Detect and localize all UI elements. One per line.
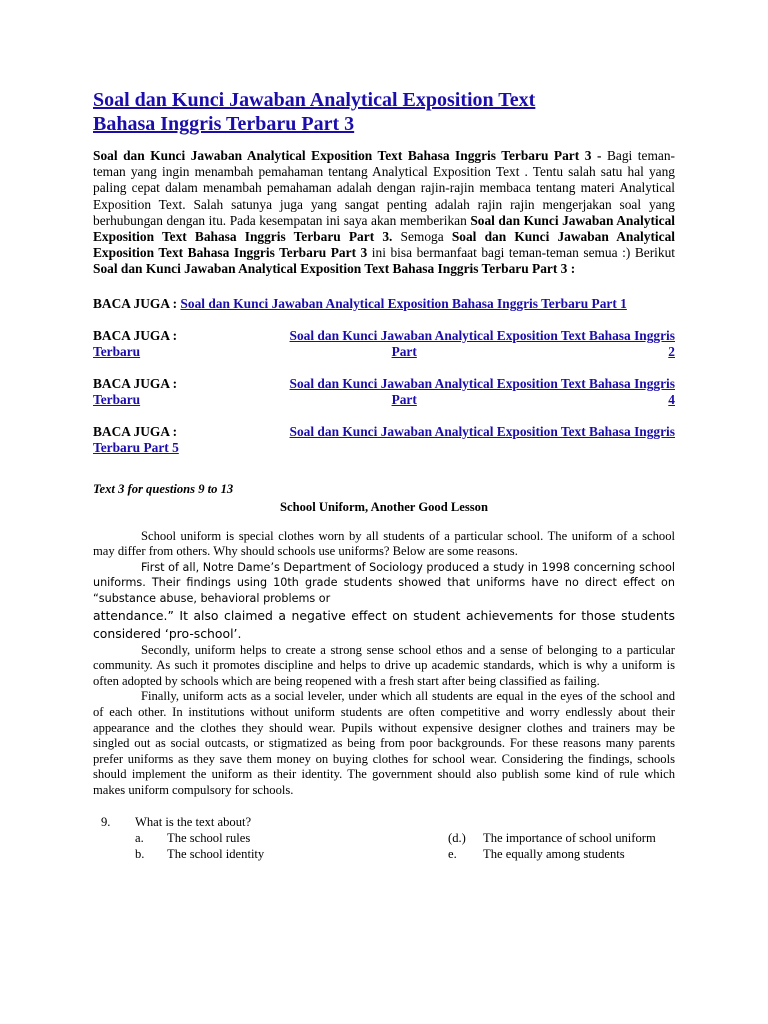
baca-juga-label: BACA JUGA : (93, 295, 181, 311)
paragraph-4: Finally, uniform acts as a social leveler, under which all students are equal in the eyes of the school and of each other. In institutions without uniform students are often competitive and worry endlessly about their appearance and the clothes they should wear. Pupils without expensive designer clothes and trainers may be singled out as social outcasts, or stigmatized as being from poor backgrounds. For these reasons many parents prefer uniforms as they save them money on buying clothes for school wear. Considering the findings, schools should implement the uniform as their identity. The government should also publish some kind of rule which makes uniform compulsory for schools. (93, 689, 675, 797)
option-a-text[interactable]: The school rules (167, 830, 251, 845)
baca-juga-3-row-1 (93, 376, 675, 392)
title-line-2[interactable]: Bahasa Inggris Terbaru Part 3 (93, 113, 355, 135)
baca-juga-link-part-4-cont[interactable]: 4 (668, 391, 675, 407)
baca-juga-link-part-5-cont[interactable]: Terbaru Part 5 (93, 439, 179, 455)
option-a-key: a. (135, 830, 144, 845)
intro-text-1: Bagi teman-teman yang ingin menambah pemahaman tentang Analytical Exposition Text . Tentu salah satu hal yang paling cepat dalam menambah pemahaman adalah dengan rajin-rajin membaca tentang materi Analytical Exposition Text. Salah satunya juga yang sangat penting adalah rajin rajin mengerjakan soal yang berhubungan dengan itu. Pada kesempatan ini saya akan memberikan (93, 148, 675, 228)
intro-text-3: ini bisa bermanfaat bagi teman-teman semua :) Berikut (367, 245, 675, 261)
paragraph-2-cont (93, 607, 675, 643)
baca-juga-label: BACA JUGA : (93, 423, 178, 439)
option-b-key: b. (135, 846, 145, 861)
baca-juga-link-part-2[interactable]: Soal dan Kunci Jawaban Analytical Exposition Text Bahasa Inggris (289, 327, 675, 343)
baca-juga-2-row-2 (93, 344, 675, 360)
option-b-text[interactable]: The school identity (167, 846, 265, 861)
option-d-text[interactable]: The importance of school uniform (483, 830, 656, 845)
paragraph-1: School uniform is special clothes worn by all students of a particular school. The uniform of a school may differ from others. Why should schools use uniforms? Below are some reasons. (93, 528, 675, 559)
option-d-key: (d.) (448, 830, 466, 845)
baca-juga-4 (93, 424, 675, 456)
intro-paragraph (93, 148, 675, 278)
paragraph-2 (93, 560, 675, 607)
baca-juga-link-part-4-cont[interactable]: Part (391, 391, 417, 407)
baca-juga-link-part-2-cont[interactable]: 2 (668, 343, 675, 359)
baca-juga-link-part-4-cont[interactable]: Terbaru (93, 391, 141, 407)
title-line-1[interactable]: Soal dan Kunci Jawaban Analytical Exposition Text (93, 89, 536, 111)
paragraph-2-text-b: attendance.” It also claimed a negative effect on student achievements for those students considered ‘pro-school’. (93, 607, 675, 641)
baca-juga-2 (93, 328, 675, 360)
question-9 (93, 815, 675, 863)
intro-bold-2: Soal dan Kunci Jawaban Analytical Exposition Text Bahasa Inggris Terbaru Part 3 (93, 229, 675, 261)
option-e-key: e. (448, 846, 457, 861)
paragraph-2-text-a: First of all, Notre Dame’s Department of Sociology produced a study in 1998 concerning school uniforms. Their findings using 10th grade students showed that uniforms have no direct effect on “substance abuse, behavioral problems or (93, 560, 675, 605)
intro-bold-lead: Soal dan Kunci Jawaban Analytical Exposition Text Bahasa Inggris Terbaru Part 3 - (93, 148, 602, 163)
baca-juga-label: BACA JUGA : (93, 375, 178, 391)
question-number: 9. (101, 814, 111, 829)
baca-juga-3-row-2 (93, 392, 675, 408)
baca-juga-link-part-5[interactable]: Soal dan Kunci Jawaban Analytical Exposition Text Bahasa Inggris (289, 423, 675, 439)
intro-text-2: Semoga (392, 229, 452, 245)
baca-juga-3 (93, 376, 675, 408)
baca-juga-link-part-2-cont[interactable]: Terbaru (93, 343, 141, 359)
intro-bold-3: Soal dan Kunci Jawaban Analytical Exposition Text Bahasa Inggris Terbaru Part 3 : (93, 261, 576, 277)
baca-juga-link-part-1[interactable]: Soal dan Kunci Jawaban Analytical Exposition Bahasa Inggris Terbaru Part 1 (180, 295, 627, 311)
baca-juga-4-row-2 (93, 440, 675, 456)
intro-bold-1: Soal dan Kunci Jawaban Analytical Exposition Text Bahasa Inggris Terbaru Part 3. (93, 212, 675, 245)
baca-juga-1 (93, 296, 675, 312)
section-label: Text 3 for questions 9 to 13 (93, 481, 234, 496)
baca-juga-label: BACA JUGA : (93, 327, 178, 343)
baca-juga-link-part-4[interactable]: Soal dan Kunci Jawaban Analytical Exposition Text Bahasa Inggris (289, 375, 675, 391)
story-body (93, 529, 675, 799)
option-e-text[interactable]: The equally among students (483, 846, 625, 861)
baca-juga-4-row-1 (93, 424, 675, 440)
question-text: What is the text about? (135, 814, 252, 829)
story-title: School Uniform, Another Good Lesson (280, 499, 488, 514)
paragraph-3: Secondly, uniform helps to create a strong sense school ethos and a sense of belonging to a particular community. As such it promotes discipline and helps to drive up academic standards, which is why a uniform is often adopted by schools which are being reopened with a fresh start after being classified as failing. (93, 642, 675, 688)
article-title[interactable] (93, 88, 675, 136)
baca-juga-link-part-2-cont[interactable]: Part (391, 343, 417, 359)
baca-juga-2-row-1 (93, 328, 675, 344)
